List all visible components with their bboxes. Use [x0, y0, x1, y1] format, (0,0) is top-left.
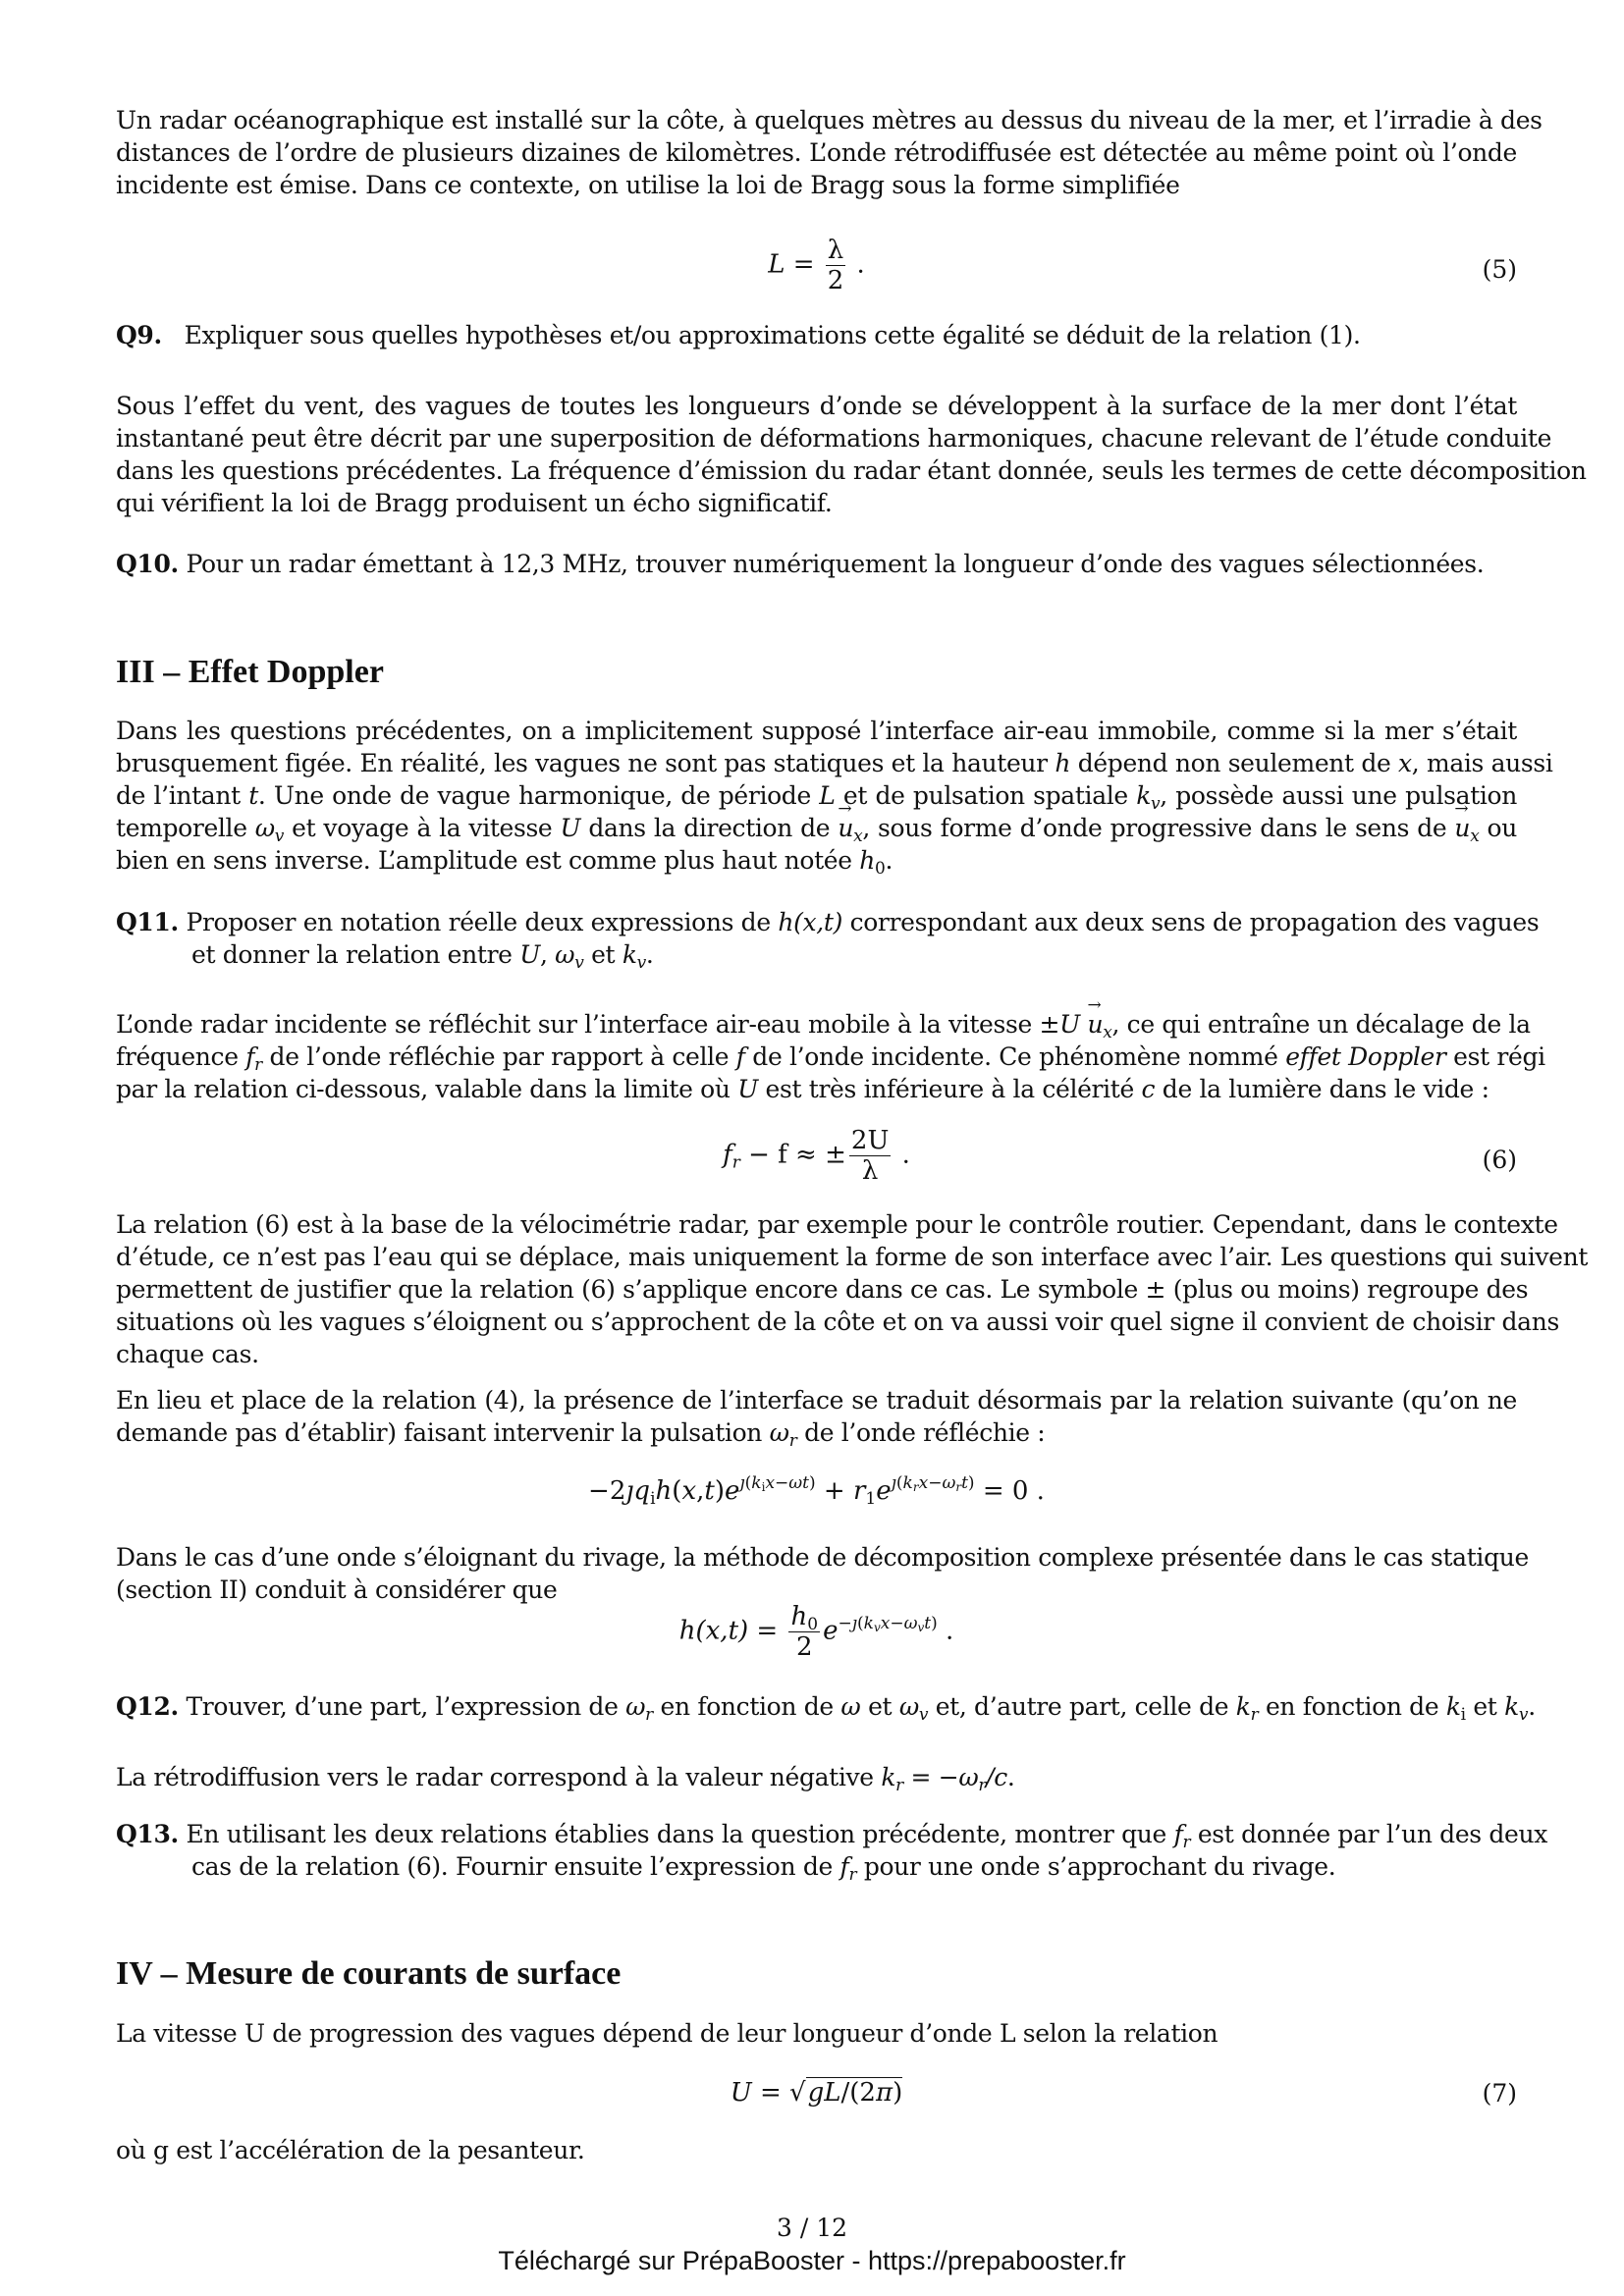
paragraph-line: brusquement figée. En réalité, les vagues ne sont pas statiques et la hauteur h dépend non seulement de x, mais aussi [116, 749, 1553, 777]
paragraph-line: demande pas d’établir) faisant intervenir la pulsation $\omega_r$ de l’onde réfléchie : [116, 1418, 1046, 1451]
paragraph-line: L’onde radar incidente se réfléchit sur l’interface air-eau mobile à la vitesse $\pm U \to u_x$, ce qui entraîne un décalage de la [116, 1008, 1517, 1041]
paragraph-line: La rétrodiffusion vers le radar correspond à la valeur négative $k_r = -\omega_r/c$. [116, 1763, 1015, 1795]
equation-7: U = √gL/(2π) [730, 2078, 903, 2108]
equation-6: $f_r - f$ ≈ ± $\frac{2U}{\lambda}$ . [723, 1126, 910, 1186]
paragraph-line: où g est l’accélération de la pesanteur. [116, 2136, 585, 2164]
equation-interface: $-2ȷq_ih(x,t)e^{ȷ(k_ix-\omega t)} + r_1e^{ȷ(k_rx-\omega_rt)} = 0$ . [588, 1473, 1045, 1509]
paragraph-line: par la relation ci-dessous, valable dans la limite où U est très inférieure à la célérité c de la lumière dans le vide : [116, 1075, 1489, 1103]
equation-number: (7) [1482, 2079, 1517, 2108]
paragraph-line: situations où les vagues s’éloignent ou s’approchent de la côte et on va aussi voir quel signe il convient de choisir dans [116, 1308, 1559, 1336]
question-q9: Q9. Expliquer sous quelles hypothèses et/ou approximations cette égalité se déduit de la relation (1). [116, 321, 1361, 349]
equation-5: L = $\frac{\lambda}{2}$ . [768, 236, 865, 295]
paragraph-line: (section II) conduit à considérer que [116, 1575, 558, 1604]
question-label: Q9. [116, 321, 162, 349]
section-heading-iii: III – Effet Doppler [116, 654, 384, 690]
paragraph-line: qui vérifient la loi de Bragg produisent un écho significatif. [116, 489, 833, 517]
equation-number: (6) [1482, 1146, 1517, 1174]
paragraph-line: chaque cas. [116, 1340, 259, 1368]
page-number: 3 / 12 [776, 2214, 848, 2242]
unit-vector-ux: → $u_x$ [838, 812, 862, 844]
paragraph-line: Sous l’effet du vent, des vagues de toutes les longueurs d’onde se développent à la surface de la mer dont l’état [116, 392, 1517, 420]
question-q10: Q10. Pour un radar émettant à 12,3 MHz, trouver numériquement la longueur d’onde des vagues sélectionnées. [116, 550, 1485, 578]
question-label: Q10. [116, 550, 179, 578]
download-source-footer: Téléchargé sur PrépaBooster - https://prepabooster.fr [498, 2246, 1126, 2275]
paragraph-line: La relation (6) est à la base de la vélocimétrie radar, par exemple pour le contrôle routier. Cependant, dans le contexte [116, 1210, 1558, 1239]
paragraph-line: permettent de justifier que la relation (6) s’applique encore dans ce cas. Le symbole ± (plus ou moins) regroupe des [116, 1275, 1529, 1304]
question-q11-cont: et donner la relation entre U, $\omega_v$ et $k_v$. [191, 940, 654, 973]
paragraph-line: Un radar océanographique est installé sur la côte, à quelques mètres au dessus du niveau de la mer, et l’irradie à des [116, 106, 1543, 134]
question-q13-cont: cas de la relation (6). Fournir ensuite l’expression de $f_r$ pour une onde s’approchant du rivage. [191, 1852, 1336, 1885]
paragraph-line: dans les questions précédentes. La fréquence d’émission du radar étant donnée, seuls les termes de cette décomposition [116, 456, 1587, 485]
equation-h: h(x,t) = $\frac{h_0}{2}$ $e^{-ȷ(k_vx-\omega_vt)}$ . [678, 1602, 954, 1662]
unit-vector-ux: → $u_x$ [1087, 1008, 1111, 1041]
question-q13: Q13. En utilisant les deux relations établies dans la question précédente, montrer que $f_r$ est donnée par l’un des deux [116, 1820, 1547, 1852]
paragraph-line: En lieu et place de la relation (4), la présence de l’interface se traduit désormais par la relation suivante (qu’on ne [116, 1386, 1517, 1415]
unit-vector-ux: → $u_x$ [1454, 812, 1479, 844]
question-label: Q12. [116, 1692, 179, 1721]
question-label: Q11. [116, 908, 179, 936]
paragraph-line: temporelle $\omega_v$ et voyage à la vitesse U dans la direction de → $u_x$, sous forme d’onde progressive dans le sens de → $u_x$ ou [116, 812, 1517, 844]
section-heading-iv: IV – Mesure de courants de surface [116, 1955, 622, 1992]
question-q11: Q11. Proposer en notation réelle deux expressions de h(x,t) correspondant aux deux sens de propagation des vagues [116, 908, 1540, 936]
paragraph-line: d’étude, ce n’est pas l’eau qui se déplace, mais uniquement la forme de son interface avec l’air. Les questions qui suivent [116, 1243, 1589, 1271]
paragraph-line: distances de l’ordre de plusieurs dizaines de kilomètres. L’onde rétrodiffusée est détectée au même point où l’onde [116, 138, 1517, 167]
paragraph-line: La vitesse U de progression des vagues dépend de leur longueur d’onde L selon la relation [116, 2019, 1218, 2048]
question-label: Q13. [116, 1820, 179, 1848]
paragraph-line: Dans le cas d’une onde s’éloignant du rivage, la méthode de décomposition complexe présentée dans le cas statique [116, 1543, 1529, 1572]
paragraph-line: bien en sens inverse. L’amplitude est comme plus haut notée $h_0$. [116, 846, 893, 879]
paragraph-line: incidente est émise. Dans ce contexte, on utilise la loi de Bragg sous la forme simplifiée [116, 171, 1180, 199]
paragraph-line: Dans les questions précédentes, on a implicitement supposé l’interface air-eau immobile, comme si la mer s’était [116, 717, 1517, 745]
question-q12: Q12. Trouver, d’une part, l’expression de $\omega_r$ en fonction de ω et $\omega_v$ et, d’autre part, celle de $k_r$ en fonction de $k_i$ et $k_v$. [116, 1692, 1536, 1725]
paragraph-line: instantané peut être décrit par une superposition de déformations harmoniques, chacune relevant de l’étude conduite [116, 424, 1552, 453]
equation-number: (5) [1482, 255, 1517, 284]
paragraph-line: de l’intant t. Une onde de vague harmonique, de période L et de pulsation spatiale $k_v$, possède aussi une pulsation [116, 781, 1517, 814]
paragraph-line: fréquence $f_r$ de l’onde réfléchie par rapport à celle f de l’onde incidente. Ce phénomène nommé effet Doppler est régi [116, 1042, 1545, 1075]
